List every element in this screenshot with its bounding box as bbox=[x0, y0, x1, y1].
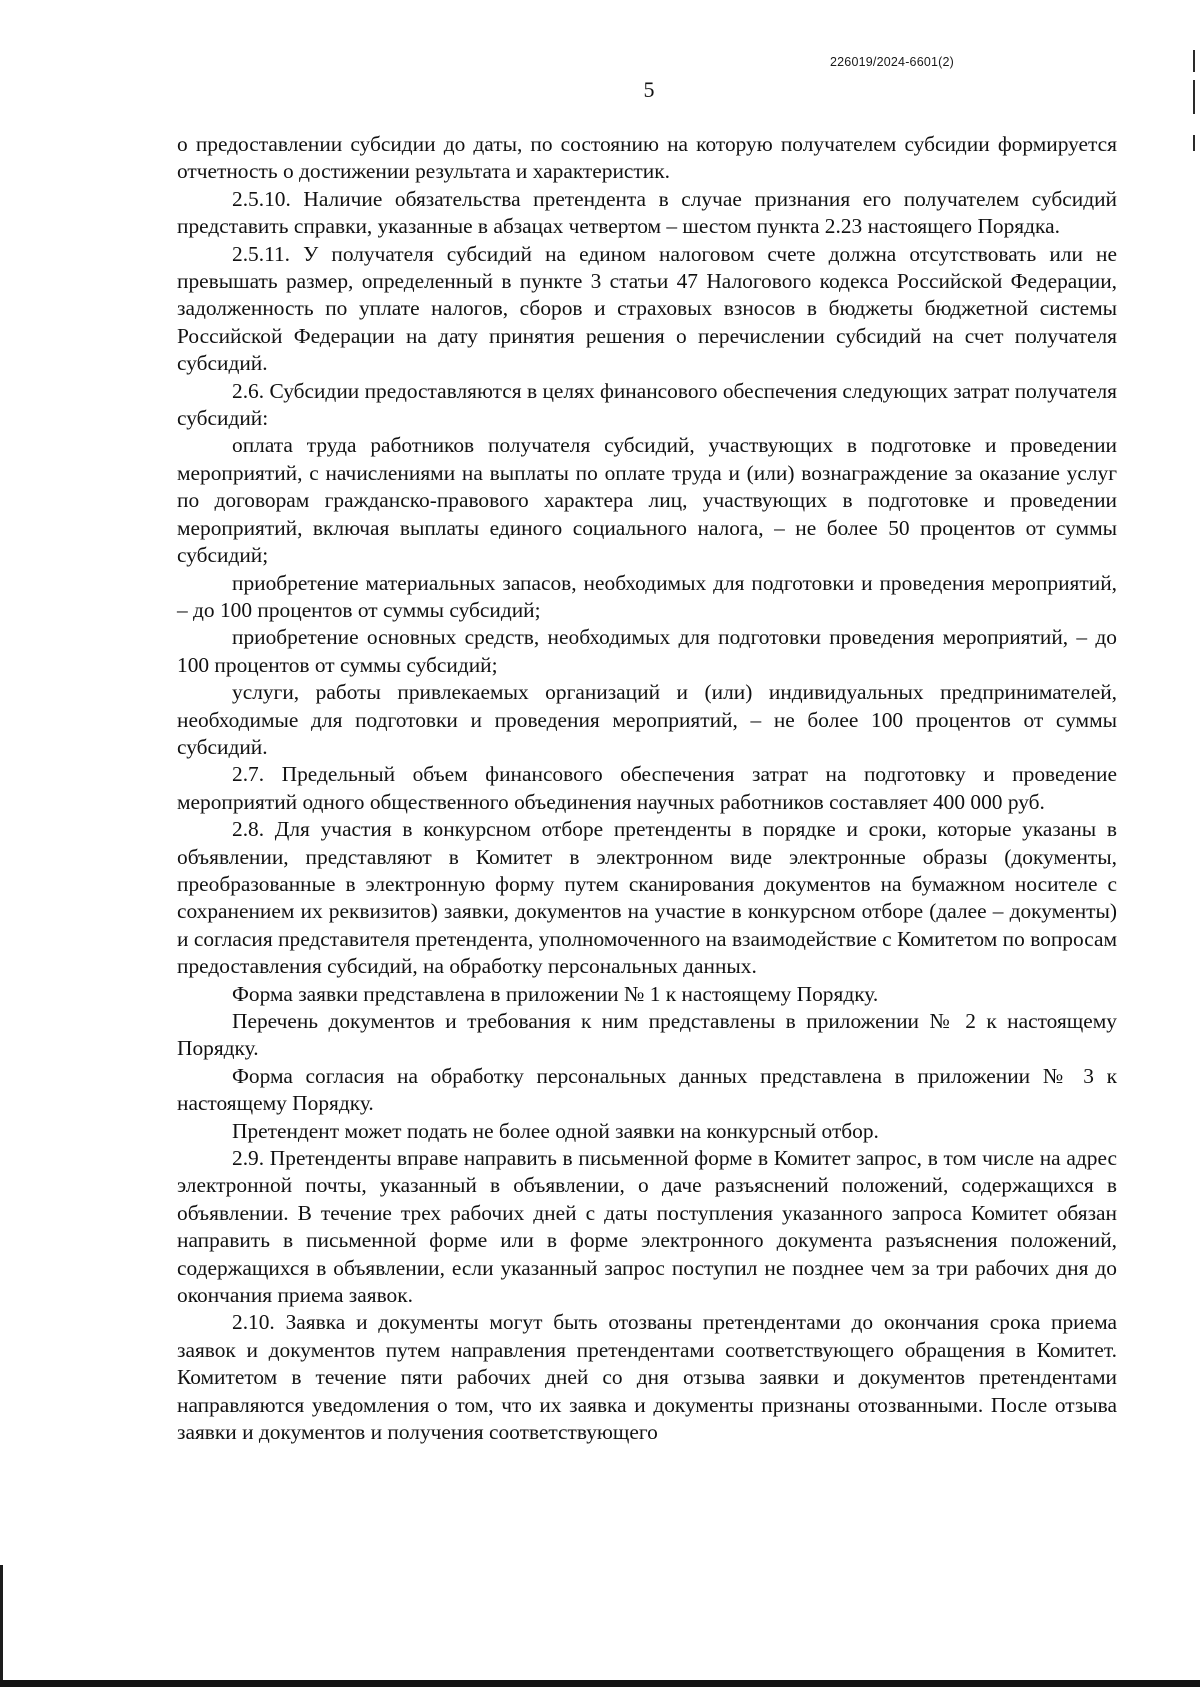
paragraph-2-9: 2.9. Претенденты вправе направить в письменной форме в Комитет запрос, в том числе на адрес электронной почты, указанный в объявлении, о даче разъяснений положений, содержащихся в объявлении. В течение трех рабочих дней с даты поступления указанного запроса Комитет обязан направить в письменной форме или в форме электронного документа разъяснения положений, содержащихся в объявлении, если указанный запрос поступил не позднее чем за три рабочих дня до окончания приема заявок. bbox=[177, 1146, 1117, 1308]
paragraph-continuation: о предоставлении субсидии до даты, по состоянию на которую получателем субсидии формируется отчетность о достижении результата и характеристик. bbox=[177, 132, 1117, 184]
paragraph-expense-services: услуги, работы привлекаемых организаций и (или) индивидуальных предпринимателей, необходимые для подготовки и проведения мероприятий, – не более 100 процентов от суммы субсидий. bbox=[177, 680, 1117, 759]
paragraph-expense-wages: оплата труда работников получателя субсидий, участвующих в подготовке и проведении мероприятий, с начислениями на выплаты по оплате труда и (или) вознаграждение за оказание услуг по договорам гражданско-правового характера лиц, участвующих в подготовке и проведении мероприятий, включая выплаты единого социального налога, – не более 50 процентов от суммы субсидий; bbox=[177, 433, 1117, 568]
document-registration-number: 226019/2024-6601(2) bbox=[830, 55, 955, 69]
scan-edge-left bbox=[0, 1565, 3, 1687]
paragraph-documents-list: Перечень документов и требования к ним представлены в приложении № 2 к настоящему Порядку. bbox=[177, 1009, 1117, 1061]
paragraph-2-6: 2.6. Субсидии предоставляются в целях финансового обеспечения следующих затрат получателя субсидий: bbox=[177, 378, 1117, 431]
page-number: 5 bbox=[643, 77, 655, 102]
paragraph-2-8: 2.8. Для участия в конкурсном отборе претенденты в порядке и сроки, которые указаны в объявлении, представляют в Комитет в электронном виде электронные образы (документы, преобразованные в электронную форму путем сканирования документов на бумажном носителе с сохранением их реквизитов) заявки, документов на участие в конкурсном отборе (далее – документы) и согласия представителя претендента, уполномоченного на взаимодействие с Комитетом по вопросам предоставления субсидий, на обработку персональных данных. bbox=[177, 817, 1117, 979]
paragraph-one-application: Претендент может подать не более одной заявки на конкурсный отбор. bbox=[232, 1118, 879, 1143]
paragraph-2-5-11: 2.5.11. У получателя субсидий на едином налоговом счете должна отсутствовать или не превышать размер, определенный в пункте 3 статьи 47 Налогового кодекса Российской Федерации, задолженность по уплате налогов, сборов и страховых взносов в бюджеты бюджетной системы Российской Федерации на дату принятия решения о перечислении субсидий на счет получателя субсидий. bbox=[177, 241, 1117, 376]
scan-edge-mark bbox=[1193, 135, 1195, 151]
scan-edge-mark bbox=[1193, 80, 1195, 114]
paragraph-expense-materials: приобретение материальных запасов, необходимых для подготовки и проведения мероприятий, – до 100 процентов от суммы субсидий; bbox=[177, 570, 1117, 622]
document-body bbox=[177, 131, 1117, 1447]
scan-edge-bottom bbox=[0, 1680, 1200, 1687]
paragraph-expense-fixed-assets: приобретение основных средств, необходимых для подготовки проведения мероприятий, – до 100 процентов от суммы субсидий; bbox=[177, 625, 1117, 677]
paragraph-2-10: 2.10. Заявка и документы могут быть отозваны претендентами до окончания срока приема заявок и документов путем направления претендентами соответствующего обращения в Комитет. Комитетом в течение пяти рабочих дней со дня отзыва заявки и документов претендентами направляются уведомления о том, что их заявка и документы признаны отозванными. После отзыва заявки и документов и получения соответствующего bbox=[177, 1310, 1117, 1445]
paragraph-consent-form: Форма согласия на обработку персональных данных представлена в приложении № 3 к настоящему Порядку. bbox=[177, 1063, 1117, 1116]
paragraph-2-7: 2.7. Предельный объем финансового обеспечения затрат на подготовку и проведение мероприятий одного общественного объединения научных работников составляет 400 000 руб. bbox=[177, 762, 1117, 814]
paragraph-2-5-10: 2.5.10. Наличие обязательства претендента в случае признания его получателем субсидий представить справки, указанные в абзацах четвертом – шестом пункта 2.23 настоящего Порядка. bbox=[177, 186, 1117, 239]
scan-edge-mark bbox=[1193, 50, 1195, 72]
paragraph-application-form: Форма заявки представлена в приложении № 1 к настоящему Порядку. bbox=[232, 981, 879, 1006]
